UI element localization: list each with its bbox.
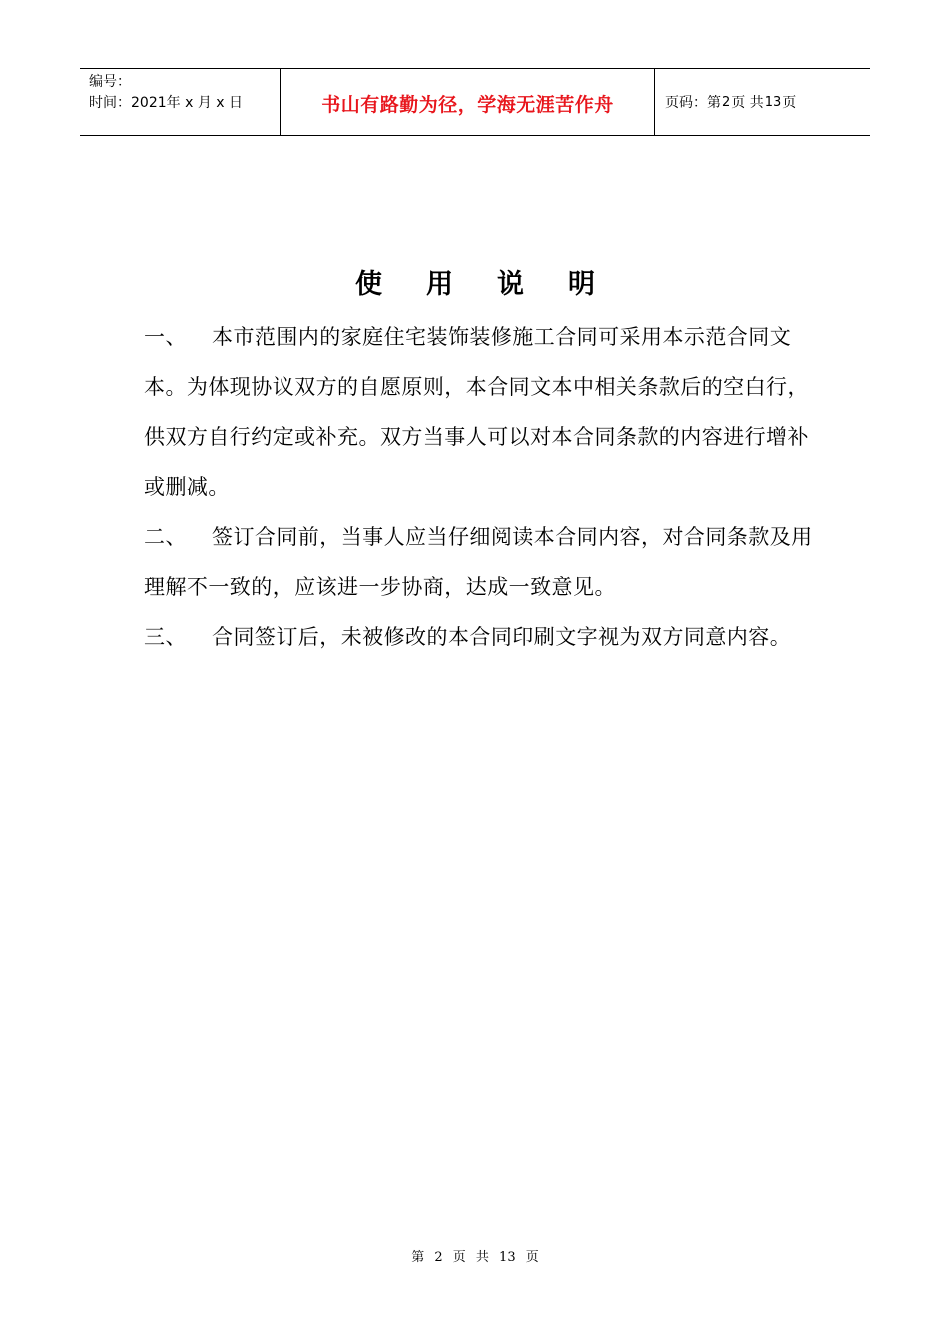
header-meta-cell — [80, 69, 281, 135]
page-end: 页 — [782, 95, 797, 111]
page-mid: 页 共 — [731, 95, 764, 111]
paragraph-2-text: 签订合同前，当事人应当仔细阅读本合同内容，对合同条款及用理解不一致的，应该进一步协商，达成一致意见。 — [144, 525, 813, 599]
time-month: x — [185, 95, 194, 111]
header-motto-cell — [281, 69, 655, 135]
paragraph-1-text: 本市范围内的家庭住宅装饰装修施工合同可采用本示范合同文本。为体现协议双方的自愿原则，本合同文本中相关条款后的空白行，供双方自行约定或补充。双方当事人可以对本合同条款的内容进行增补或删减。 — [144, 325, 809, 499]
paragraph-2 — [144, 512, 814, 612]
page-header — [80, 68, 870, 136]
page-footer: 第 2 页 共 13 页 — [411, 1250, 539, 1265]
page-total: 13 — [764, 94, 782, 110]
time-month-unit: 月 — [197, 95, 212, 111]
document-title: 使用说明 — [355, 269, 639, 300]
paragraph-1 — [144, 312, 814, 512]
time-line — [89, 93, 280, 114]
paragraph-3-text: 合同签订后，未被修改的本合同印刷文字视为双方同意内容。 — [212, 625, 792, 649]
document-body — [144, 312, 814, 662]
time-year: 2021 — [131, 95, 167, 111]
paragraph-3-marker: 三、 — [144, 625, 187, 649]
paragraph-3 — [144, 612, 814, 662]
header-motto: 书山有路勤为径，学海无涯苦作舟 — [321, 93, 614, 116]
header-page-cell — [655, 69, 870, 135]
paragraph-2-marker: 二、 — [144, 525, 187, 549]
time-day-unit: 日 — [229, 95, 244, 111]
paragraph-1-marker: 一、 — [144, 325, 187, 349]
time-day: x — [216, 95, 225, 111]
number-label: 编号： — [89, 74, 131, 90]
page-label: 页码：第 — [665, 95, 721, 111]
time-label: 时间： — [89, 95, 131, 111]
page-current: 2 — [722, 94, 731, 110]
time-year-unit: 年 — [166, 95, 181, 111]
